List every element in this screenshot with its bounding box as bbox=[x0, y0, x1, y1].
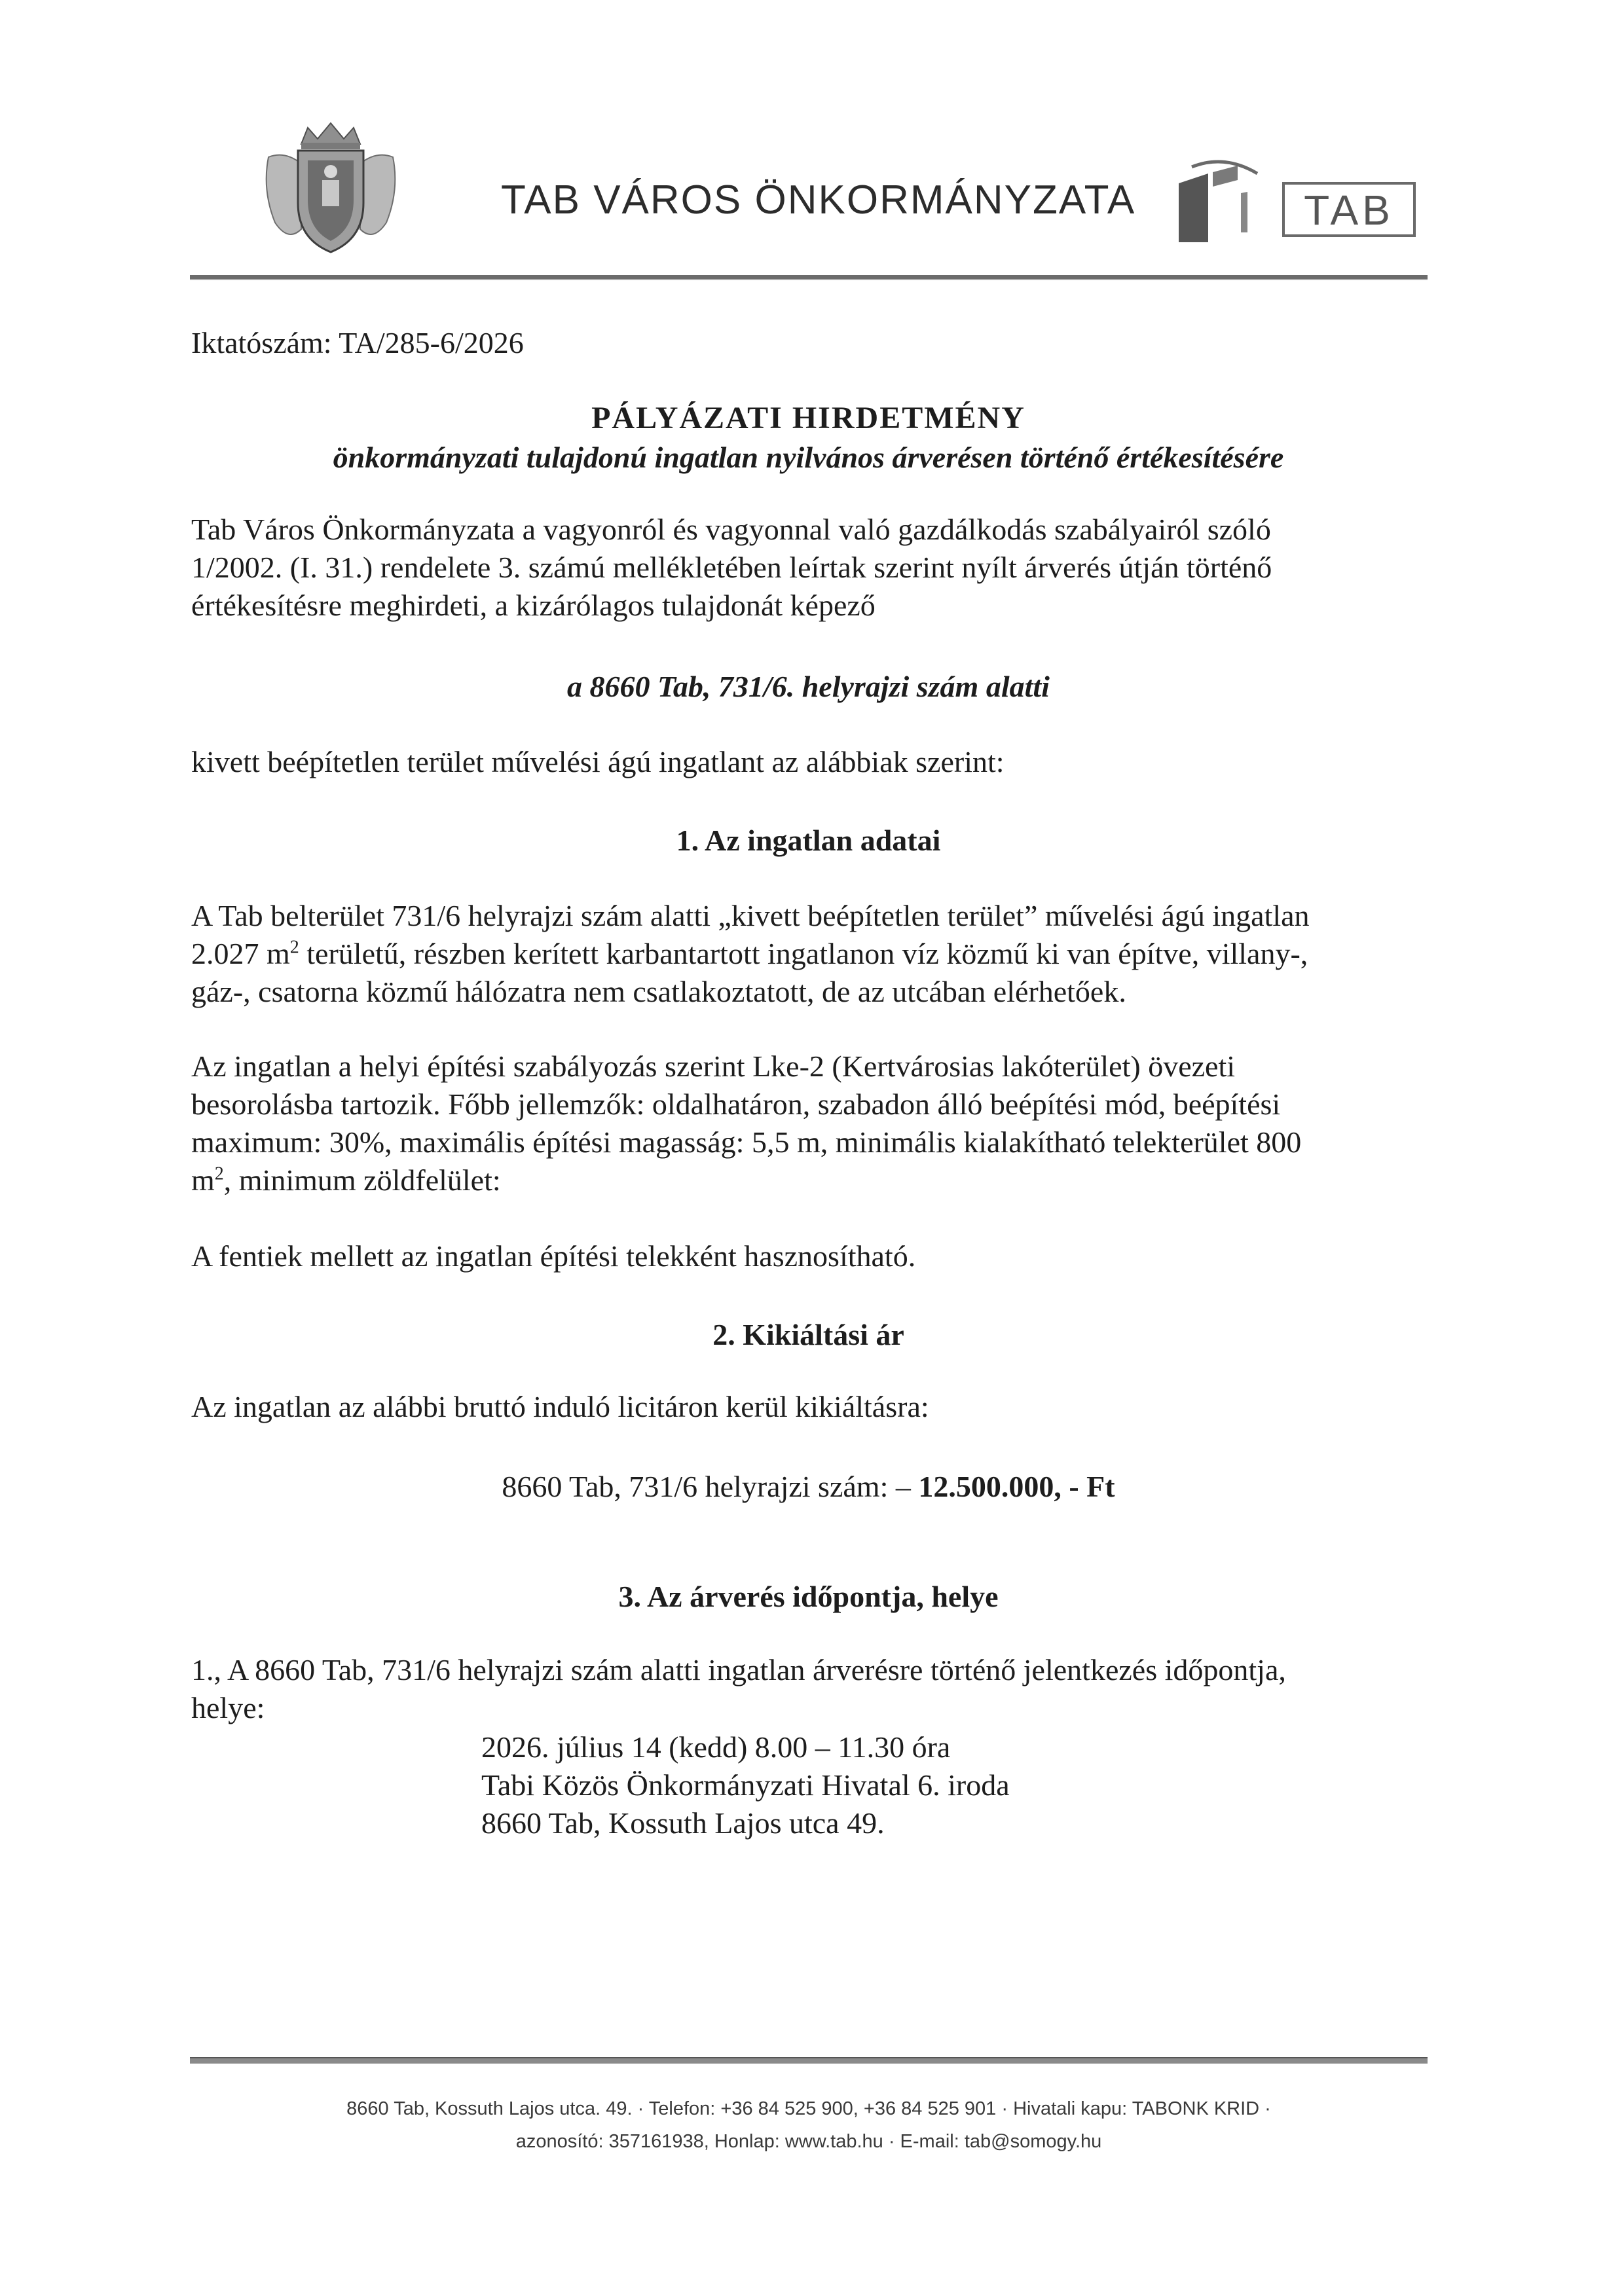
auction-time: 2026. július 14 (kedd) 8.00 – 11.30 óra bbox=[481, 1730, 951, 1764]
auction-address: 8660 Tab, Kossuth Lajos utca 49. bbox=[481, 1806, 885, 1840]
reference-number: Iktatószám: TA/285-6/2026 bbox=[191, 326, 524, 359]
footer-contact-line-2: azonosító: 357161938, Honlap: www.tab.hu · E-mail: tab@somogy.hu bbox=[515, 2131, 1102, 2152]
starting-price bbox=[191, 1468, 1426, 1506]
letterhead bbox=[190, 118, 1428, 275]
document-subtitle: önkormányzati tulajdonú ingatlan nyilvános árverésen történő értékesítésére bbox=[333, 441, 1284, 474]
s1-p2-line-4: $m^2$, minimum zöldfelület: bbox=[191, 1163, 501, 1197]
s3-p1-line-2: helye: bbox=[191, 1691, 265, 1724]
s3-p1-line-1: 1., A 8660 Tab, 731/6 helyrajzi szám alatti ingatlan árverésre történő jelentkezés időpontja, bbox=[191, 1653, 1286, 1686]
s1-p1-line-1: A Tab belterület 731/6 helyrajzi szám alatti „kivett beépítetlen terület” művelési ágú ingatlan bbox=[191, 899, 1310, 932]
s1-p2-line-1: Az ingatlan a helyi építési szabályozás szerint Lke-2 (Kertvárosias lakóterület) övezeti bbox=[191, 1049, 1236, 1083]
logo-text: TAB bbox=[1304, 187, 1394, 234]
s2-p1: Az ingatlan az alábbi bruttó induló licitáron kerül kikiáltásra: bbox=[191, 1390, 929, 1423]
tab-city-logo bbox=[1172, 154, 1421, 246]
s1-p2-line-3: maximum: 30%, maximális építési magasság: 5,5 m, minimális kialakítható telekterület 800 bbox=[191, 1125, 1302, 1159]
footer-divider bbox=[190, 2057, 1428, 2064]
intro-line-3: értékesítésre meghirdeti, a kizárólagos tulajdonát képező bbox=[191, 589, 876, 622]
s1-p3: A fentiek mellett az ingatlan építési telekként hasznosítható. bbox=[191, 1239, 916, 1273]
s1-p1-line-2: 2.027 $m^2$ területű, részben kerített karbantartott ingatlanon víz közmű ki van építve, villany-, bbox=[191, 937, 1308, 970]
document-title: PÁLYÁZATI HIRDETMÉNY bbox=[591, 401, 1025, 435]
price-value: 12.500.000, - Ft bbox=[918, 1470, 1115, 1503]
section-3-heading: 3. Az árverés időpontja, helye bbox=[618, 1580, 999, 1613]
section-1-heading: 1. Az ingatlan adatai bbox=[676, 824, 941, 857]
s1-p1-line-3: gáz-, csatorna közmű hálózatra nem csatlakoztatott, de az utcában elérhetőek. bbox=[191, 975, 1126, 1008]
price-label: 8660 Tab, 731/6 helyrajzi szám: – bbox=[502, 1470, 919, 1503]
organization-name: TAB VÁROS ÖNKORMÁNYZATA bbox=[501, 177, 1136, 223]
header-divider bbox=[190, 275, 1428, 280]
auction-location: Tabi Közös Önkormányzati Hivatal 6. iroda bbox=[481, 1768, 1010, 1802]
intro-line-1: Tab Város Önkormányzata a vagyonról és vagyonnal való gazdálkodás szabályairól szóló bbox=[191, 513, 1271, 546]
s1-p2-line-2: besorolásba tartozik. Főbb jellemzők: oldalhatáron, szabadon álló beépítési mód, beépítési bbox=[191, 1087, 1281, 1121]
section-2-heading: 2. Kikiáltási ár bbox=[712, 1318, 904, 1351]
footer-contact-line-1: 8660 Tab, Kossuth Lajos utca. 49. · Telefon: +36 84 525 900, +36 84 525 901 · Hivatali kapu: TABONK KRID · bbox=[346, 2098, 1271, 2119]
property-identifier: a 8660 Tab, 731/6. helyrajzi szám alatti bbox=[567, 670, 1050, 703]
property-kind: kivett beépítetlen terület művelési ágú ingatlant az alábbiak szerint: bbox=[191, 745, 1005, 778]
coat-of-arms-icon bbox=[262, 118, 399, 255]
intro-line-2: 1/2002. (I. 31.) rendelete 3. számú mellékletében leírtak szerint nyílt árverés útján történő bbox=[191, 551, 1272, 584]
